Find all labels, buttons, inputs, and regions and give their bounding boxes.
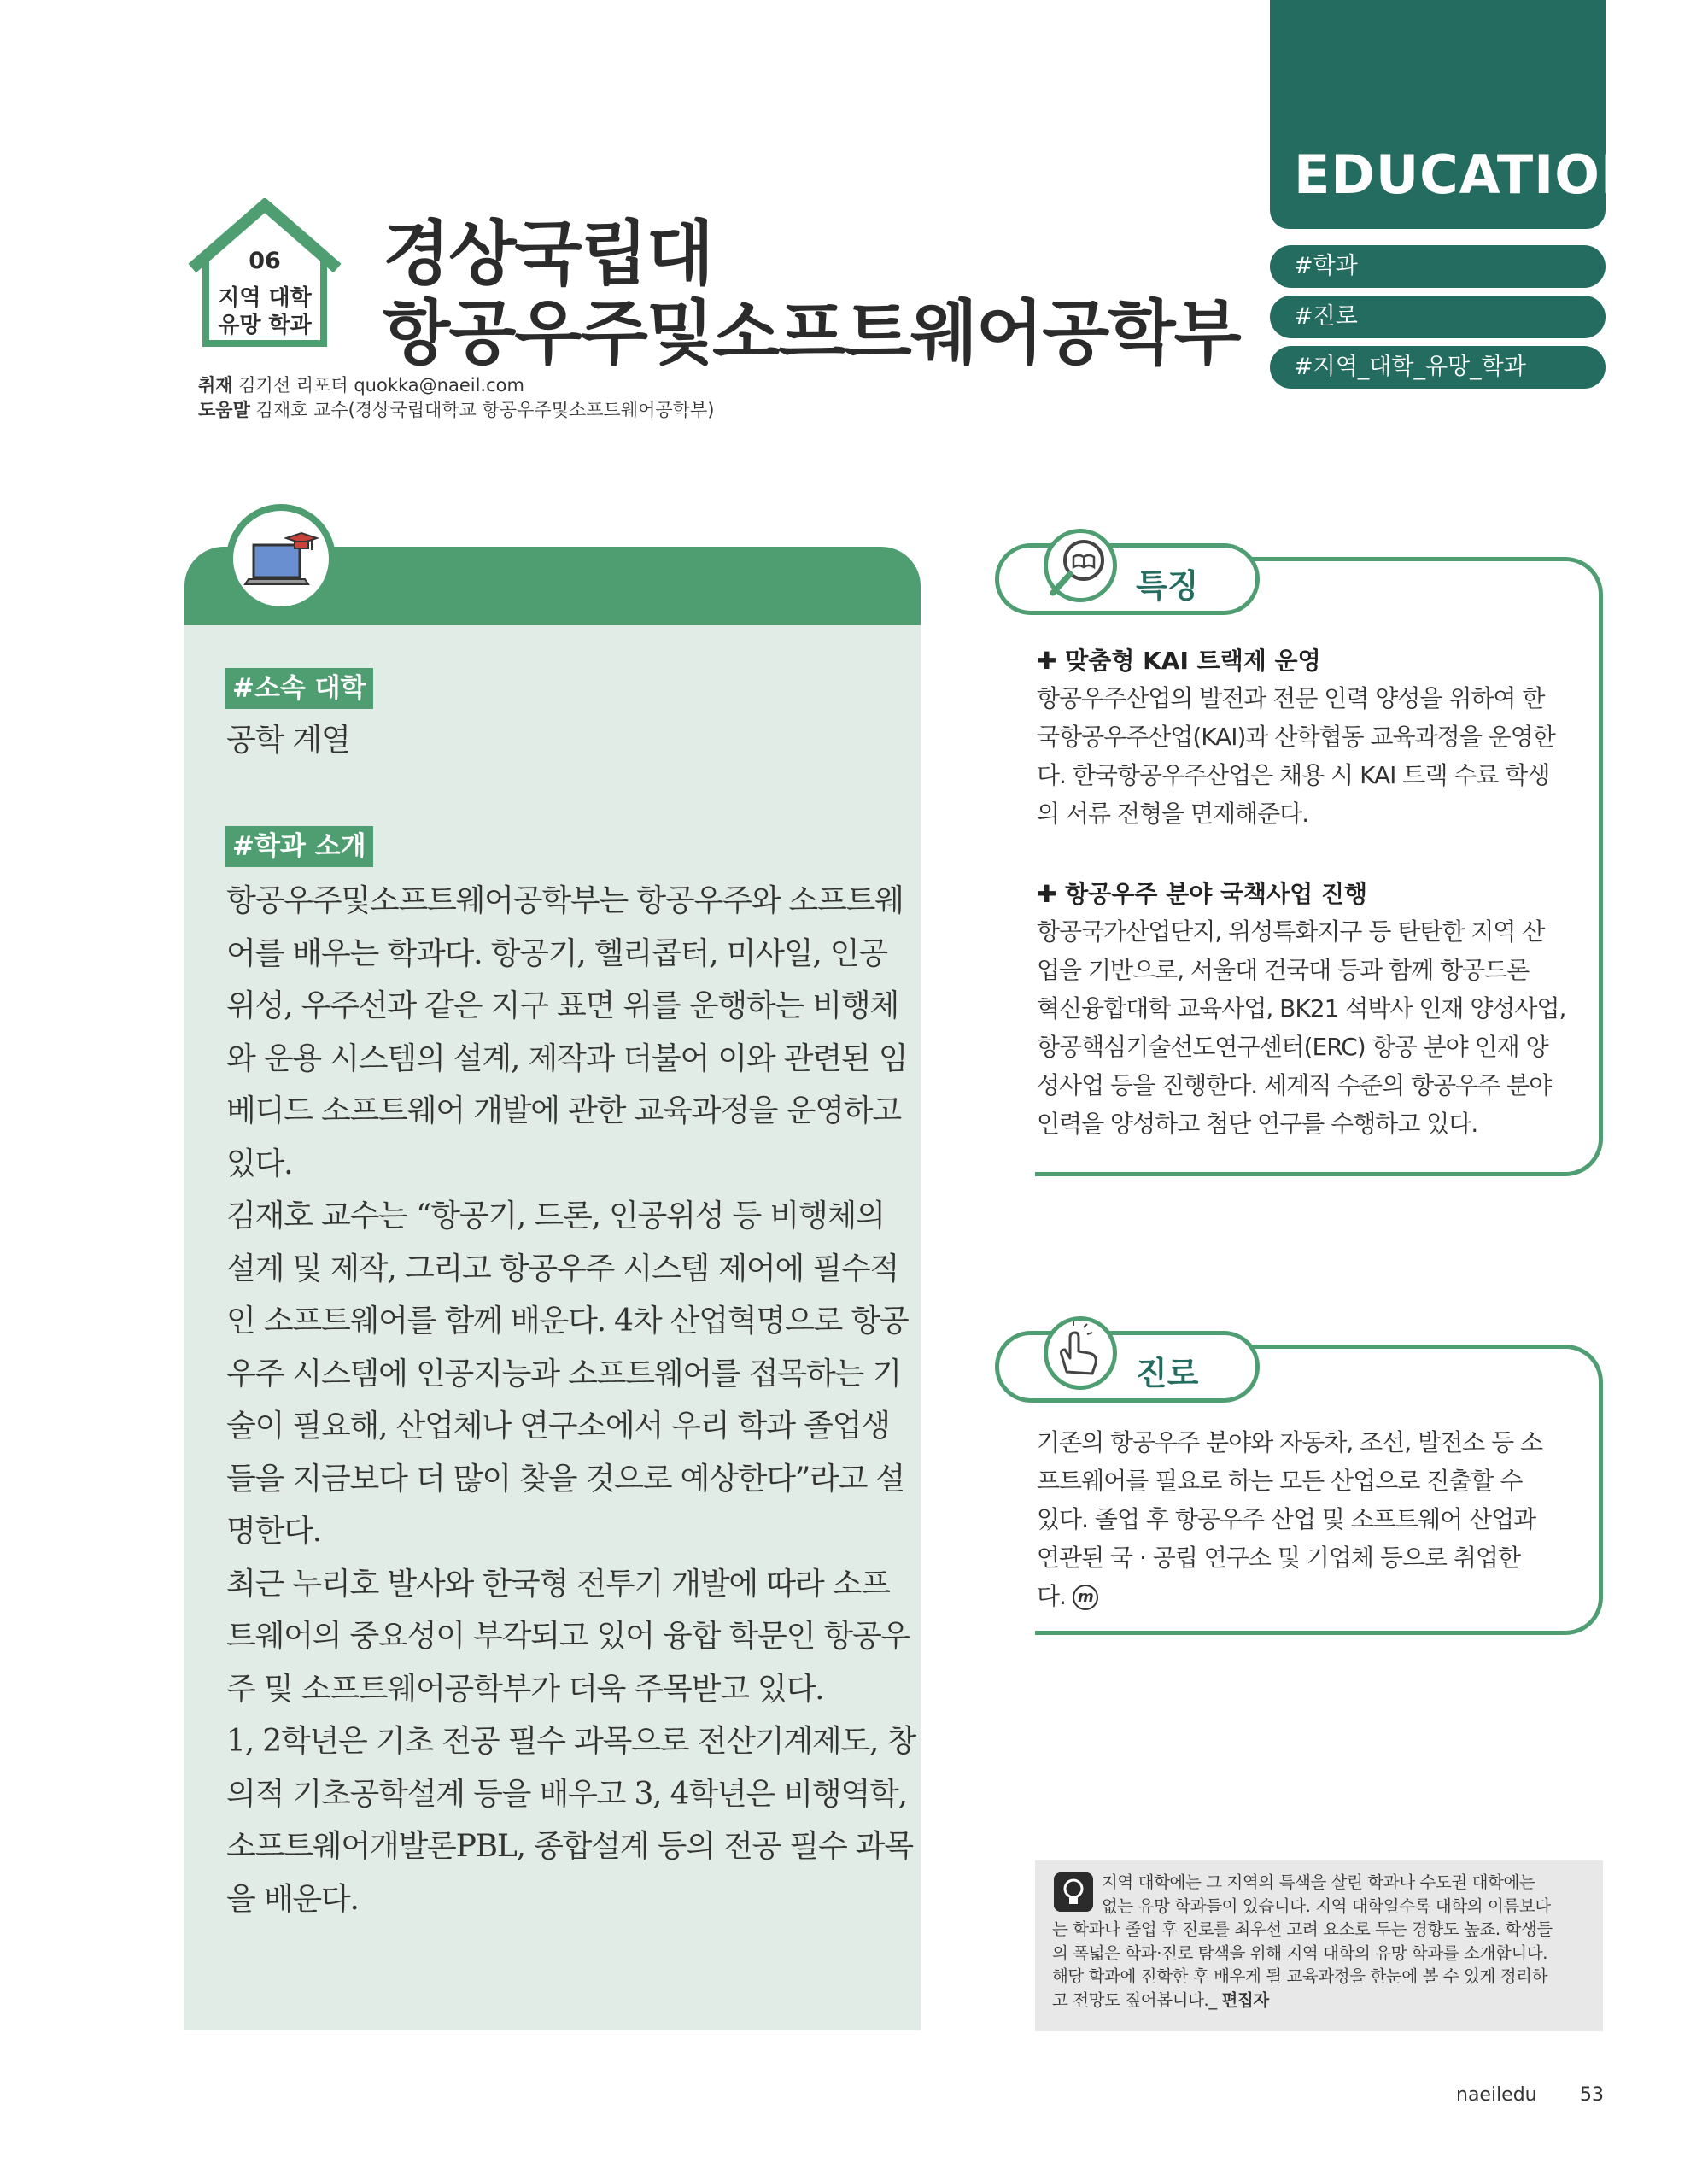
note-line-last: 고 전망도 짚어봅니다._: [1052, 1989, 1217, 2010]
feature1-title-text: 맞춤형 KAI 트랙제 운영: [1065, 647, 1321, 675]
intro-line: 의적 기초공학설계 등을 배우고 3, 4학년은 비행역학,: [226, 1776, 907, 1812]
feature2-line: 혁신융합대학 교육사업, BK21 석박사 인재 양성사업,: [1037, 994, 1566, 1022]
end-mark-icon: m: [1073, 1585, 1098, 1610]
affiliation-tag: #소속 대학: [225, 668, 373, 709]
career-text: [1037, 1423, 1571, 1615]
feature1-line: 항공우주산업의 발전과 전문 인력 양성을 위하여 한: [1037, 684, 1545, 712]
career-label: 진로: [1136, 1355, 1199, 1392]
feature2-line: 인력을 양성하고 첨단 연구를 수행하고 있다.: [1037, 1110, 1478, 1138]
intro-line: 어를 배우는 학과다. 항공기, 헬리콥터, 미사일, 인공: [226, 935, 887, 971]
intro-line: 을 배운다.: [226, 1881, 359, 1917]
feature2-title-text: 항공우주 분야 국책사업 진행: [1065, 880, 1368, 908]
intro-line: 소프트웨어개발론PBL, 종합설계 등의 전공 필수 과목: [226, 1829, 913, 1864]
intro-line: 1, 2학년은 기초 전공 필수 과목으로 전산기계제도, 창: [226, 1724, 916, 1759]
feature2-line: 성사업 등을 진행한다. 세계적 수준의 항공우주 분야: [1037, 1071, 1552, 1099]
intro-text: [226, 875, 916, 1925]
affiliation-value: 공학 계열: [226, 723, 350, 758]
features-icon-circle: [1044, 529, 1117, 602]
hashtag-career[interactable]: #진로: [1270, 296, 1606, 338]
intro-line: 김재호 교수는 “항공기, 드론, 인공위성 등 비행체의: [226, 1198, 885, 1233]
feature2-line: 항공핵심기술선도연구센터(ERC) 항공 분야 인재 양: [1037, 1033, 1548, 1061]
intro-line: 인 소프트웨어를 함께 배운다. 4차 산업혁명으로 항공: [226, 1304, 909, 1339]
career-line: [1037, 1577, 1571, 1615]
career-line-last: 다.: [1037, 1582, 1066, 1610]
intro-line: 주 및 소프트웨어공학부가 더욱 주목받고 있다.: [226, 1671, 824, 1707]
feature2-line: 항공국가산업단지, 위성특화지구 등 탄탄한 지역 산: [1037, 917, 1545, 946]
feature1-title: ✚ 맞춤형 KAI 트랙제 운영: [1037, 647, 1321, 675]
credit-help-label: 도움말: [198, 400, 250, 420]
feature1-line: 다. 한국항공우주산업은 채용 시 KAI 트랙 수료 학생: [1037, 761, 1550, 789]
note-line: 해당 학과에 진학한 후 배우게 될 교육과정을 한눈에 볼 수 있게 정리하: [1052, 1966, 1548, 1986]
section-label: EDUCATION: [1294, 144, 1646, 206]
badge-line1: 지역 대학: [218, 285, 312, 311]
features-pill: [995, 543, 1260, 615]
feature2-text: [1037, 912, 1571, 1143]
career-pill: [995, 1331, 1260, 1403]
career-line: 있다. 졸업 후 항공우주 산업 및 소프트웨어 산업과: [1037, 1505, 1536, 1533]
feature1-line: 국항공우주산업(KAI)과 산학협동 교육과정을 운영한: [1037, 723, 1555, 751]
intro-line: 있다.: [226, 1146, 293, 1181]
intro-line: 베디드 소프트웨어 개발에 관한 교육과정을 운영하고: [226, 1093, 901, 1128]
intro-line: 트웨어의 중요성이 부각되고 있어 융합 학문인 항공우: [226, 1619, 910, 1654]
hashtag-regional-university[interactable]: #지역_대학_유망_학과: [1270, 346, 1606, 389]
intro-line: 술이 필요해, 산업체나 연구소에서 우리 학과 졸업생: [226, 1409, 890, 1444]
feature1-line: 의 서류 전형을 면제해준다.: [1037, 800, 1309, 828]
note-line: 없는 유망 학과들이 있습니다. 지역 대학일수록 대학의 이름보다: [1102, 1896, 1551, 1916]
feature1-text: [1037, 679, 1571, 833]
badge-line2: 유망 학과: [218, 313, 312, 338]
career-line: 기존의 항공우주 분야와 자동차, 조선, 발전소 등 소: [1037, 1428, 1543, 1456]
note-line: [1052, 1989, 1553, 2013]
credit-help: [198, 396, 714, 422]
note-line: 지역 대학에는 그 지역의 특색을 살린 학과나 수도권 대학에는: [1102, 1872, 1535, 1892]
credit-reporting: [198, 372, 524, 397]
intro-line: 명한다.: [226, 1514, 321, 1549]
page-number: 53: [1580, 2084, 1604, 2106]
page-title-line2: 항공우주및소프트웨어공학부: [383, 293, 1240, 374]
intro-line: 우주 시스템에 인공지능과 소프트웨어를 접목하는 기: [226, 1356, 901, 1392]
credit-help-value: 김재호 교수(경상국립대학교 항공우주및소프트웨어공학부): [255, 400, 715, 420]
career-line: 프트웨어를 필요로 하는 모든 산업으로 진출할 수: [1037, 1467, 1523, 1495]
editor-note-text: [1052, 1871, 1553, 2012]
intro-line: 최근 누리호 발사와 한국형 전투기 개발에 따라 소프: [226, 1566, 890, 1602]
footer-brand: naeiledu: [1456, 2084, 1537, 2106]
page-title-line1: 경상국립대: [383, 214, 713, 295]
panel-icon-circle: [226, 504, 336, 613]
pointing-hand-icon: [1048, 1321, 1113, 1386]
career-icon-circle: [1044, 1316, 1117, 1390]
intro-line: 설계 및 제작, 그리고 항공우주 시스템 제어에 필수적: [226, 1251, 899, 1286]
magnifier-book-icon: [1048, 533, 1113, 598]
credit-reporting-value: 김기선 리포터 quokka@naeil.com: [238, 375, 524, 396]
intro-line: 들을 지금보다 더 많이 찾을 것으로 예상한다”라고 설: [226, 1461, 905, 1497]
feature2-title: ✚ 항공우주 분야 국책사업 진행: [1037, 880, 1368, 908]
intro-line: 항공우주및소프트웨어공학부는 항공우주와 소프트웨: [226, 883, 904, 918]
feature2-line: 업을 기반으로, 서울대 건국대 등과 함께 항공드론: [1037, 956, 1530, 984]
note-line: 는 학과나 졸업 후 진로를 최우선 고려 요소로 두는 경향도 높죠. 학생들: [1052, 1919, 1553, 1939]
note-line: 의 폭넓은 학과·진로 탐색을 위해 지역 대학의 유망 학과를 소개합니다.: [1052, 1942, 1548, 1963]
laptop-graduation-icon: [233, 511, 329, 606]
note-signature: 편집자: [1221, 1989, 1269, 2010]
hashtag-department[interactable]: #학과: [1270, 245, 1606, 288]
intro-tag: #학과 소개: [225, 826, 373, 867]
badge-number: 06: [249, 248, 281, 274]
features-label: 특징: [1136, 567, 1199, 605]
intro-line: 와 운용 시스템의 설계, 제작과 더불어 이와 관련된 임: [226, 1040, 908, 1076]
intro-line: 위성, 우주선과 같은 지구 표면 위를 운행하는 비행체: [226, 988, 899, 1023]
section-tab: [1270, 0, 1646, 229]
credit-reporting-label: 취재: [198, 375, 233, 396]
career-line: 연관된 국 · 공립 연구소 및 기업체 등으로 취업한: [1037, 1544, 1521, 1572]
